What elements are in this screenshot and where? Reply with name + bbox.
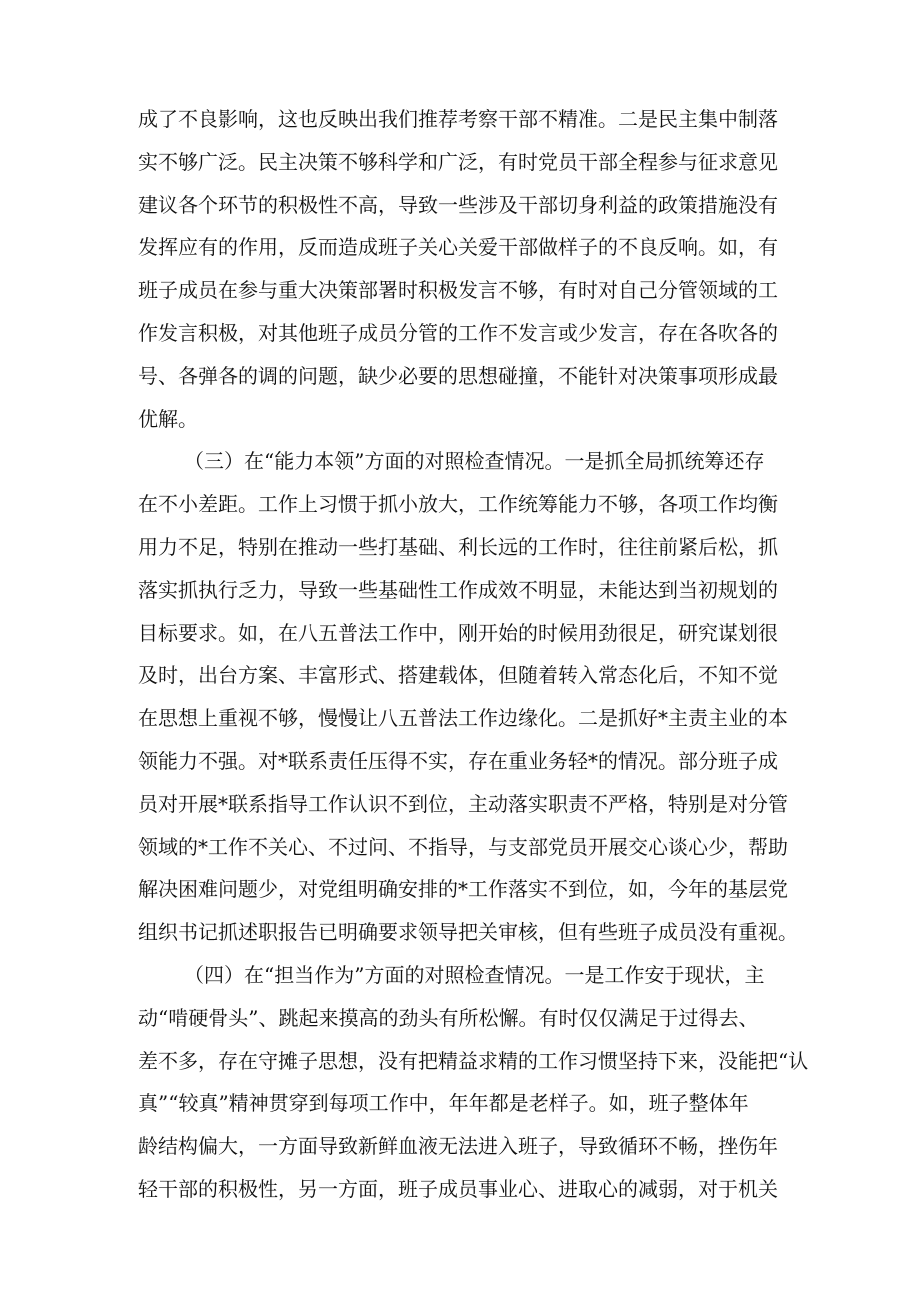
text-line: 实不够广泛。民主决策不够科学和广泛，有时党员干部全程参与征求意见 [138,149,778,174]
text-line: 差不多，存在守摊子思想，没有把精益求精的工作习惯坚持下来，没能把“认 [138,1048,809,1073]
text-line: 目标要求。如，在八五普法工作中，刚开始的时候用劲很足，研究谋划很 [138,620,778,645]
text-line: 成了不良影响，这也反映出我们推荐考察干部不精准。二是民主集中制落 [138,107,778,131]
text-line: 及时，出台方案、丰富形式、搭建载体，但随着转入常态化后，不知不觉 [138,663,778,688]
section-heading-line: （三）在“能力本领”方面的对照检查情况。一是抓全局抓统筹还存 [184,449,765,474]
text-line: 班子成员在参与重大决策部署时积极发言不够，有时对自己分管领域的工 [138,278,778,303]
text-line: 落实抓执行乏力，导致一些基础性工作成效不明显，未能达到当初规划的 [138,577,778,602]
text-line: 领能力不强。对*联系责任压得不实，存在重业务轻*的情况。部分班子成 [138,748,778,773]
text-line: 号、各弹各的调的问题，缺少必要的思想碰撞，不能针对决策事项形成最 [138,363,778,388]
text-line: 建议各个环节的积极性不高，导致一些涉及干部切身利益的政策措施没有 [138,192,778,217]
text-line: 在思想上重视不够，慢慢让八五普法工作边缘化。二是抓好*主责主业的本 [138,706,788,731]
text-line: 优解。 [138,406,198,431]
text-line: 用力不足，特别在推动一些打基础、利长远的工作时，往往前紧后松，抓 [138,534,778,559]
text-line: 真”“较真”精神贯穿到每项工作中，年年都是老样子。如，班子整体年 [138,1091,749,1116]
text-line: 发挥应有的作用，反而造成班子关心关爱干部做样子的不良反响。如，有 [138,235,778,260]
text-line: 领域的*工作不关心、不过问、不指导，与支部党员开展交心谈心少，帮助 [138,834,788,859]
document-body [138,98,818,1211]
text-line: 动“啃硬骨头”、跳起来摸高的劲头有所松懈。有时仅仅满足于过得去、 [138,1005,759,1030]
text-line: 员对开展*联系指导工作认识不到位，主动落实职责不严格，特别是对分管 [138,791,788,816]
text-line: 龄结构偏大，一方面导致新鲜血液无法进入班子，导致循环不畅，挫伤年 [138,1134,778,1159]
text-line: 解决困难问题少，对党组明确安排的*工作落实不到位，如，今年的基层党 [138,877,788,902]
text-line: 在不小差距。工作上习惯于抓小放大，工作统筹能力不够，各项工作均衡 [138,492,778,517]
text-line: 组织书记抓述职报告已明确要求领导把关审核，但有些班子成员没有重视。 [138,920,798,945]
text-line: 轻干部的积极性，另一方面，班子成员事业心、进取心的减弱，对于机关 [138,1176,778,1201]
section-heading-line: （四）在“担当作为”方面的对照检查情况。一是工作安于现状，主 [184,962,765,987]
text-line: 作发言积极，对其他班子成员分管的工作不发言或少发言，存在各吹各的 [138,320,778,345]
